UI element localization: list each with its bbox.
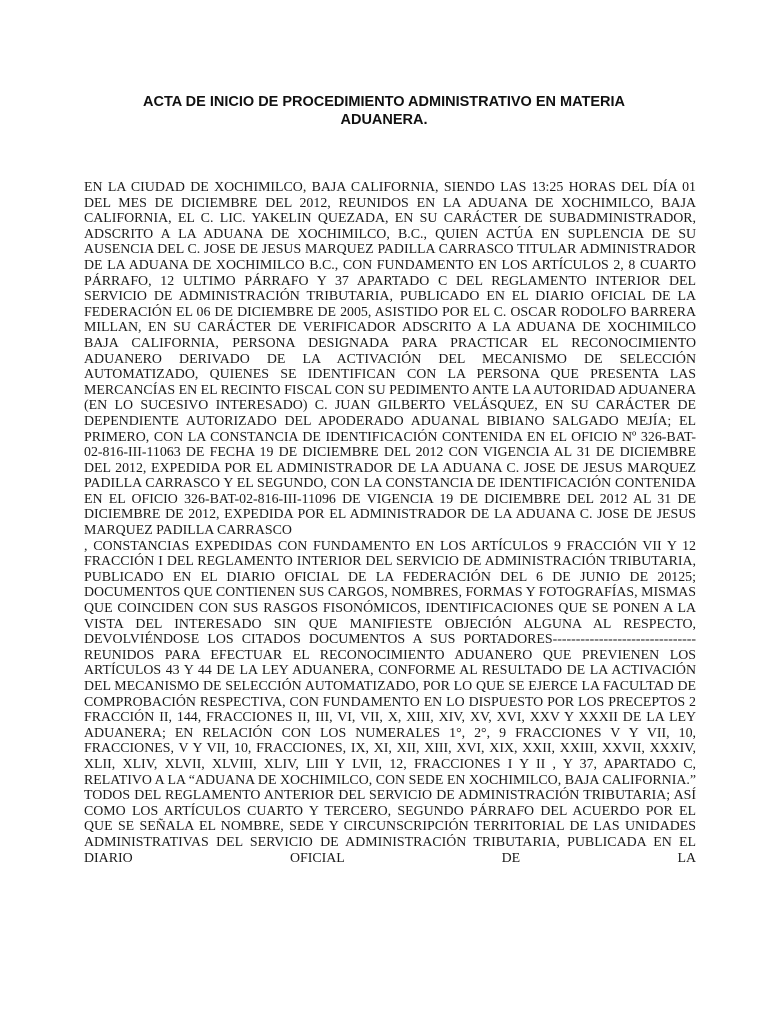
- document-title: ACTA DE INICIO DE PROCEDIMIENTO ADMINISTRATIVO EN MATERIA ADUANERA.: [143, 94, 625, 128]
- document-body: [84, 180, 696, 866]
- body-paragraph: , CONSTANCIAS EXPEDIDAS CON FUNDAMENTO EN LOS ARTÍCULOS 9 FRACCIÓN VII Y 12 FRACCIÓN I DEL REGLAMENTO INTERIOR DEL SERVICIO DE ADMINISTRACIÓN TRIBUTARIA, PUBLICADO EN EL DIARIO OFICIAL DE LA FEDERACIÓN DEL 6 DE JUNIO DE 20125; DOCUMENTOS QUE CONTIENEN SUS CARGOS, NOMBRES, FORMAS Y FOTOGRAFÍAS, MISMAS QUE COINCIDEN CON SUS RASGOS FISONÓMICOS, IDENTIFICACIONES QUE SE PONEN A LA VISTA DEL INTERESADO SIN QUE MANIFIESTE OBJECIÓN ALGUNA AL RESPECTO, DEVOLVIÉNDOSE LOS CITADOS DOCUMENTOS A SUS PORTADORES-------------------------------REUNIDOS PARA EFECTUAR EL RECONOCIMIENTO ADUANERO QUE PREVIENEN LOS ARTÍCULOS 43 Y 44 DE LA LEY ADUANERA, CONFORME AL RESULTADO DE LA ACTIVACIÓN DEL MECANISMO DE SELECCIÓN AUTOMATIZADO, POR LO QUE SE EJERCE LA FACULTAD DE COMPROBACIÓN RESPECTIVA, CON FUNDAMENTO EN LO DISPUESTO POR LOS PRECEPTOS 2: [84, 538, 696, 710]
- body-paragraph: EN LA CIUDAD DE XOCHIMILCO, BAJA CALIFORNIA, SIENDO LAS 13:25 HORAS DEL DÍA 01 DEL MES DE DICIEMBRE DEL 2012, REUNIDOS EN LA ADUANA DE XOCHIMILCO, BAJA CALIFORNIA, EL C. LIC. YAKELIN QUEZADA, EN SU CARÁCTER DE SUBADMINISTRADOR, ADSCRITO A LA ADUANA DE XOCHIMILCO, B.C., QUIEN ACTÚA EN SUPLENCIA DE SU AUSENCIA DEL C. JOSE DE JESUS MARQUEZ PADILLA CARRASCO TITULAR ADMINISTRADOR DE LA ADUANA DE XOCHIMILCO B.C., CON FUNDAMENTO EN LOS ARTÍCULOS 2, 8 CUARTO PÁRRAFO, 12 ULTIMO PÁRRAFO Y 37 APARTADO C DEL REGLAMENTO INTERIOR DEL SERVICIO DE ADMINISTRACIÓN TRIBUTARIA, PUBLICADO EN EL DIARIO OFICIAL DE LA FEDERACIÓN EL 06 DE DICIEMBRE DE 2005, ASISTIDO POR EL C. OSCAR RODOLFO BARRERA MILLAN, EN SU CARÁCTER DE VERIFICADOR ADSCRITO A LA ADUANA DE XOCHIMILCO BAJA CALIFORNIA, PERSONA DESIGNADA PARA PRACTICAR EL RECONOCIMIENTO ADUANERO DERIVADO DE LA ACTIVACIÓN DEL MECANISMO DE SELECCIÓN AUTOMATIZADO, QUIENES SE IDENTIFICAN CON LA PERSONA QUE PRESENTA LAS MERCANCÍAS EN EL RECINTO FISCAL CON SU PEDIMENTO ANTE LA AUTORIDAD ADUANERA (EN LO SUCESIVO INTERESADO) C. JUAN GILBERTO VELÁSQUEZ, EN SU CARÁCTER DE DEPENDIENTE AUTORIZADO DEL APODERADO ADUANAL BIBIANO SALGADO MEJÍA; EL PRIMERO, CON LA CONSTANCIA DE IDENTIFICACIÓN CONTENIDA EN EL OFICIO Nº 326-BAT-02-816-III-11063 DE FECHA 19 DE DICIEMBRE DEL 2012 CON VIGENCIA AL 31 DE DICIEMBRE DEL 2012, EXPEDIDA POR EL ADMINISTRADOR DE LA ADUANA C. JOSE DE JESUS MARQUEZ PADILLA CARRASCO Y EL SEGUNDO, CON LA CONSTANCIA DE IDENTIFICACIÓN CONTENIDA EN EL OFICIO 326-BAT-02-816-III-11096 DE VIGENCIA 19 DE DICIEMBRE DEL 2012 AL 31 DE DICIEMBRE DE 2012, EXPEDIDA POR EL ADMINISTRADOR DE LA ADUANA C. JOSE DE JESUS MARQUEZ PADILLA CARRASCO: [84, 180, 696, 539]
- body-paragraph: FRACCIÓN II, 144, FRACCIONES II, III, VI, VII, X, XIII, XIV, XV, XVI, XXV Y XXXII DE LA LEY ADUANERA; EN RELACIÓN CON LOS NUMERALES 1°, 2°, 9 FRACCIONES V Y VII, 10, FRACCIONES, V Y VII, 10, FRACCIONES, IX, XI, XII, XIII, XVI, XIX, XXII, XXIII, XXVII, XXXIV, XLII, XLIV, XLVII, XLVIII, XLIV, LIII Y LVII, 12, FRACCIONES I Y II , Y 37, APARTADO C, RELATIVO A LA “ADUANA DE XOCHIMILCO, CON SEDE EN XOCHIMILCO, BAJA CALIFORNIA.” TODOS DEL REGLAMENTO ANTERIOR DEL SERVICIO DE ADMINISTRACIÓN TRIBUTARIA; ASÍ COMO LOS ARTÍCULOS CUARTO Y TERCERO, SEGUNDO PÁRRAFO DEL ACUERDO POR EL QUE SE SEÑALA EL NOMBRE, SEDE Y CIRCUNSCRIPCIÓN TERRITORIAL DE LAS UNIDADES ADMINISTRATIVAS DEL SERVICIO DE ADMINISTRACIÓN TRIBUTARIA, PUBLICADA EN EL DIARIO OFICIAL DE LA: [84, 710, 696, 866]
